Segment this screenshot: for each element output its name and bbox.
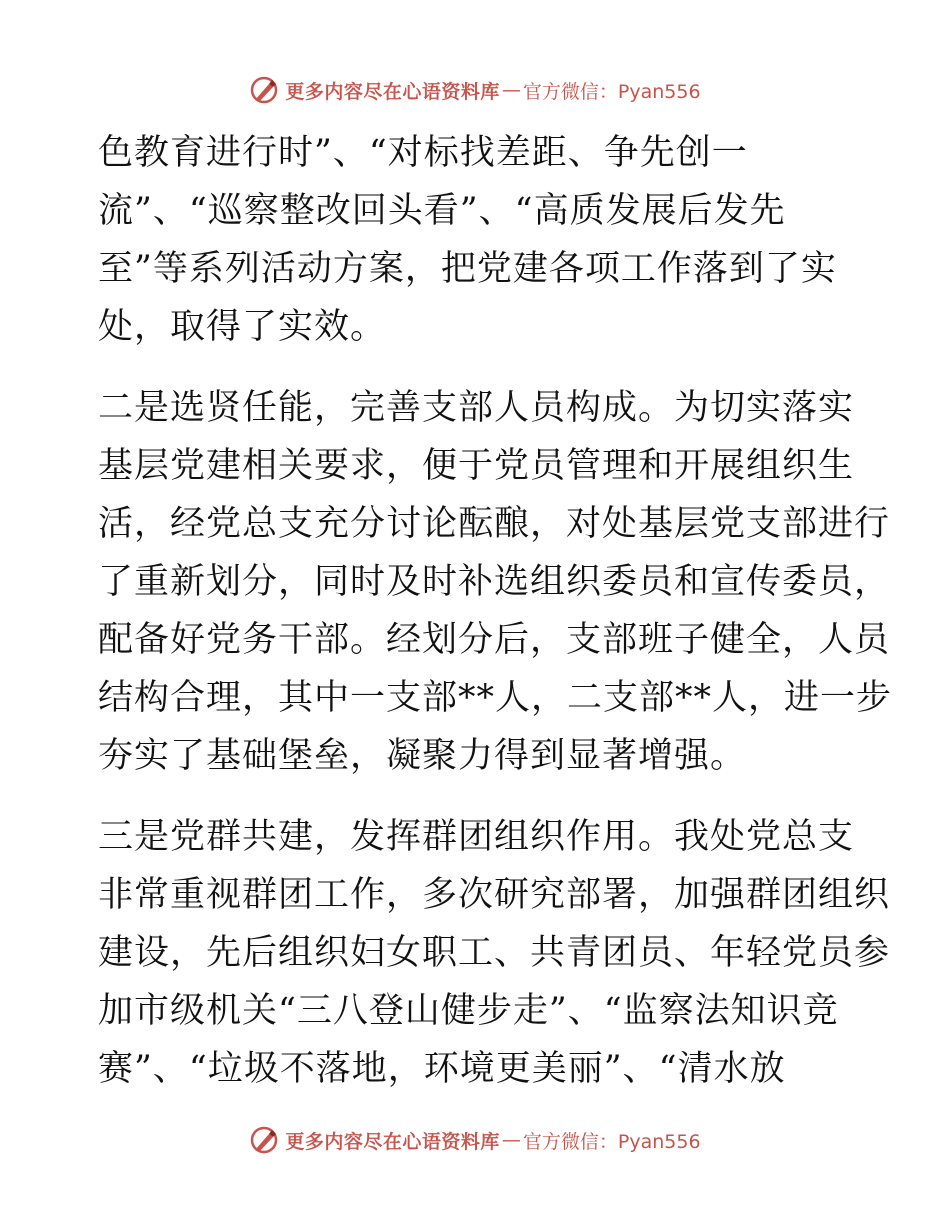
text-line: 结构合理，其中一支部**人，二支部**人，进一步 xyxy=(98,678,893,718)
watermark-brand: 更多内容尽在心语资料库 xyxy=(285,80,500,103)
pen-nib-logo-icon xyxy=(249,1125,279,1155)
watermark-contact: 官方微信：Pyan556 xyxy=(522,80,701,103)
paragraph-2 xyxy=(98,379,893,785)
text-line: 活，经党总支充分讨论酝酿，对处基层党支部进行 xyxy=(98,504,891,544)
paragraph-3 xyxy=(98,808,891,1098)
text-line: 三是党群共建，发挥群团组织作用。我处党总支 xyxy=(98,817,855,857)
text-line: 建设，先后组织妇女职工、共青团员、年轻党员参 xyxy=(98,933,891,973)
watermark-contact: 官方微信：Pyan556 xyxy=(522,1130,701,1153)
text-line: 流”、“巡察整改回头看”、“高质发展后发先 xyxy=(98,191,786,231)
watermark-separator: — xyxy=(501,79,521,101)
text-line: 了重新划分，同时及时补选组织委员和宣传委员， xyxy=(98,562,891,602)
document-body xyxy=(98,124,893,1098)
footer-watermark xyxy=(0,1120,950,1160)
pen-nib-logo-icon xyxy=(249,75,279,105)
text-line: 赛”、“垃圾不落地，环境更美丽”、“清水放 xyxy=(98,1049,786,1089)
text-line: 配备好党务干部。经划分后，支部班子健全，人员 xyxy=(98,620,891,660)
text-line: 至”等系列活动方案，把党建各项工作落到了实 xyxy=(98,249,837,289)
text-line: 加市级机关“三八登山健步走”、“监察法知识竞 xyxy=(98,991,839,1031)
paragraph-1 xyxy=(98,124,858,356)
text-line: 二是选贤任能，完善支部人员构成。为切实落实 xyxy=(98,388,855,428)
text-line: 处，取得了实效。 xyxy=(98,307,387,347)
text-line: 非常重视群团工作，多次研究部署，加强群团组织 xyxy=(98,875,891,915)
text-line: 夯实了基础堡垒，凝聚力得到显著增强。 xyxy=(98,736,747,776)
text-line: 色教育进行时”、“对标找差距、争先创一 xyxy=(98,133,748,173)
text-line: 基层党建相关要求，便于党员管理和开展组织生 xyxy=(98,446,855,486)
watermark-brand: 更多内容尽在心语资料库 xyxy=(285,1130,500,1153)
header-watermark xyxy=(0,70,950,110)
watermark-separator: — xyxy=(501,1129,521,1151)
